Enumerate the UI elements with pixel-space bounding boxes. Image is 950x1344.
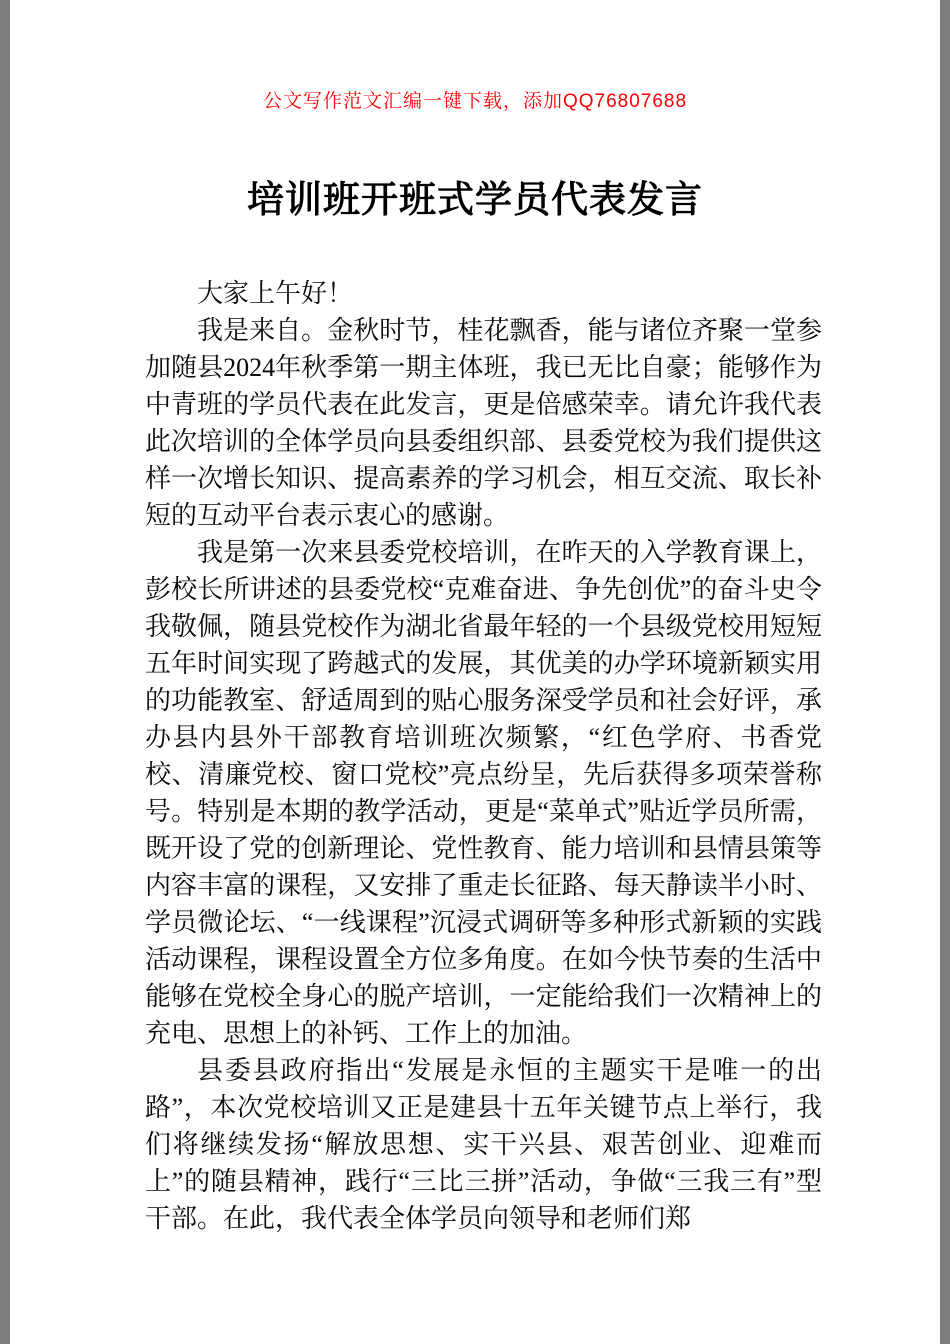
commitment-paragraph: 县委县政府指出“发展是永恒的主题实干是唯一的出路”，本次党校培训又正是建县十五年关键节点上举行，我们将继续发扬“解放思想、实干兴县、艰苦创业、迎难而上”的随县精神，践行“三比三拼”活动，争做“三我三有”型干部。在此，我代表全体学员向领导和老师们郑	[145, 1056, 822, 1233]
promo-notice: 公文写作范文汇编一键下载，添加QQ76807688	[262, 91, 688, 112]
document-page	[10, 0, 940, 1344]
document-body	[145, 275, 822, 1237]
school-experience-paragraph: 我是第一次来县委党校培训，在昨天的入学教育课上，彭校长所讲述的县委党校“克难奋进、争先创优”的奋斗史令我敬佩，随县党校作为湖北省最年轻的一个县级党校用短短五年时间实现了跨越式的发展，其优美的办学环境新颖实用的功能教室、舒适周到的贴心服务深受学员和社会好评，承办县内县外干部教育培训班次频繁，“红色学府、书香党校、清廉党校、窗口党校”亮点纷呈，先后获得多项荣誉称号。特别是本期的教学活动，更是“菜单式”贴近学员所需，既开设了党的创新理论、党性教育、能力培训和县情县策等内容丰富的课程，又安排了重走长征路、每天静读半小时、学员微论坛、“一线课程”沉浸式调研等多种形式新颖的实践活动课程，课程设置全方位多角度。在如今快节奏的生活中能够在党校全身心的脱产培训，一定能给我们一次精神上的充电、思想上的补钙、工作上的加油。	[145, 538, 822, 1048]
document-title: 培训班开班式学员代表发言	[247, 179, 703, 220]
greeting-paragraph: 大家上午好！	[197, 279, 354, 308]
intro-paragraph: 我是来自。金秋时节，桂花飘香，能与诸位齐聚一堂参加随县2024年秋季第一期主体班，我已无比自豪；能够作为中青班的学员代表在此发言，更是倍感荣幸。请允许我代表此次培训的全体学员向县委组织部、县委党校为我们提供这样一次增长知识、提高素养的学习机会，相互交流、取长补短的互动平台表示衷心的感谢。	[145, 316, 822, 530]
